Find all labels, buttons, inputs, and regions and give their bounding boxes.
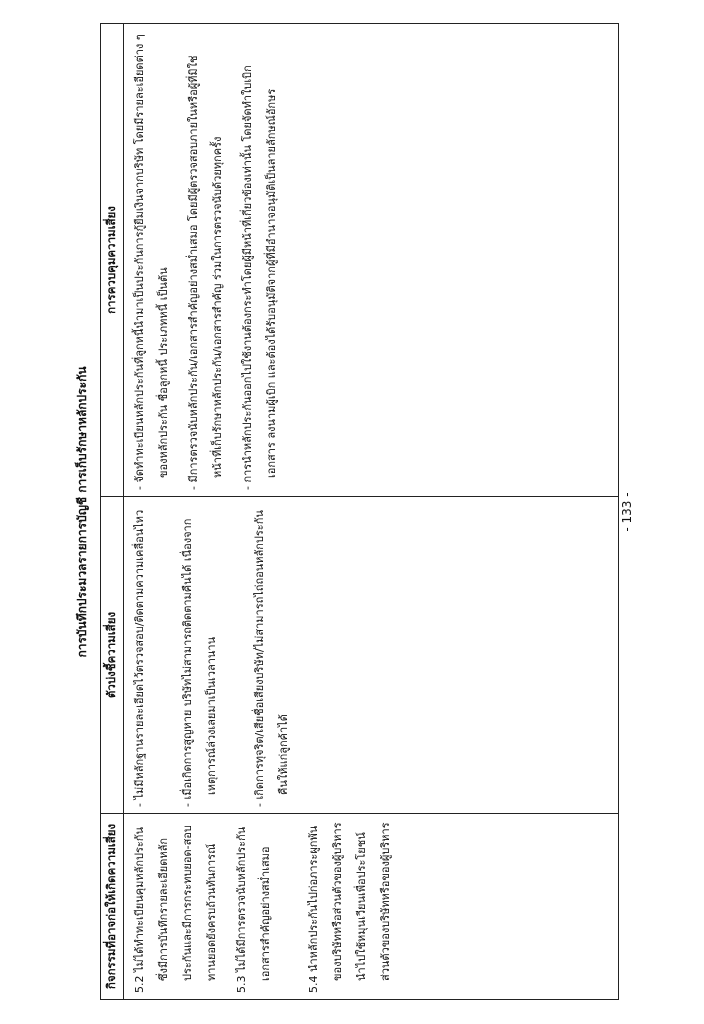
header-control: การควบคุมความเสี่ยง [101,24,124,497]
table-header-row [101,24,124,1000]
page-number: - 133 - [620,492,634,532]
control-5-2: - จัดทำทะเบียนหลักประกันที่ลูกหนี้นำมาเป็นประกันการกู้ยืมเงินจากบริษัท โดยมีรายละเอียดต่าง ๆ ของหลักประกัน ชื่อลูกหนี้ ประเภทหนี้ เป็นต้น [133,34,170,490]
activity-5-2: 5.2 ไม่ได้ทำทะเบียนคุมหลักประกัน ซึ่งมีการบันทึกรายละเอียดหลักประกันและมีการกระทบยอด-สอบทานยอดยังครบถ้วนทันการณ์ [133,825,218,993]
control-5-3: - มีการตรวจนับหลักประกัน/เอกสารสำคัญอย่างสม่ำเสมอ โดยมีผู้ตรวจสอบภายในหรือผู้ที่มิใช่หน้าที่เก็บรักษาหลักประกัน/เอกสารสำคัญ ร่วมในการตรวจนับด้วยทุกครั้ง [187,55,224,490]
activity-5-4: 5.4 นำหลักประกันไปก่อภาระผูกพันของบริษัทหรือส่วนตัวของผู้บริหารนำไปใช้หมุนเวียนเพื่อประโยชน์ส่วนตัวของบริษัทหรือของผู้บริหาร [307,822,392,993]
indicator-5-4: - เกิดการทุจริต/เสียชื่อเสียงบริษัท/ไม่สามารถไถ่ถอนหลักประกันคืนให้แก่ลูกค้าได้ [253,510,290,807]
indicator-5-3: - เมื่อเกิดการสูญหาย บริษัทไม่สามารถติดตามคืนได้ เนื่องจากเหตุการณ์ล่วงเลยมาเป็นเวลานาน [181,518,218,807]
activity-5-3: 5.3 ไม่ได้มีการตรวจนับหลักประกันเอกสารสำคัญอย่างสม่ำเสมอ [235,826,272,993]
indicator-cell [124,497,619,814]
header-indicator: ตัวบ่งชี้ความเสี่ยง [101,497,124,814]
risk-table [100,23,619,1000]
control-5-4: - การนำหลักประกันออกไปใช้งานต้องกระทำโดยผู้มีหน้าที่เกี่ยวข้องเท่านั้น โดยจัดทำใบเบิกเอกสาร ลงนามผู้เบิก และต้องได้รับอนุมัติจากผู้ที่มีอำนาจอนุมัติเป็นลายลักษณ์อักษร [241,65,278,490]
table-row [124,24,619,1000]
document-title: การบันทึกประมวลรายการบัญชี การเก็บรักษาหลักประกัน [75,366,89,658]
indicator-5-2: - ไม่มีหลักฐานรายละเอียดไว้ตรวจสอบ/ติดตามความเคลื่อนไหว [133,509,146,807]
header-activity: กิจกรรมที่อาจก่อให้เกิดความเสี่ยง [101,814,124,1000]
activity-cell [124,814,619,1000]
control-cell [124,24,619,497]
